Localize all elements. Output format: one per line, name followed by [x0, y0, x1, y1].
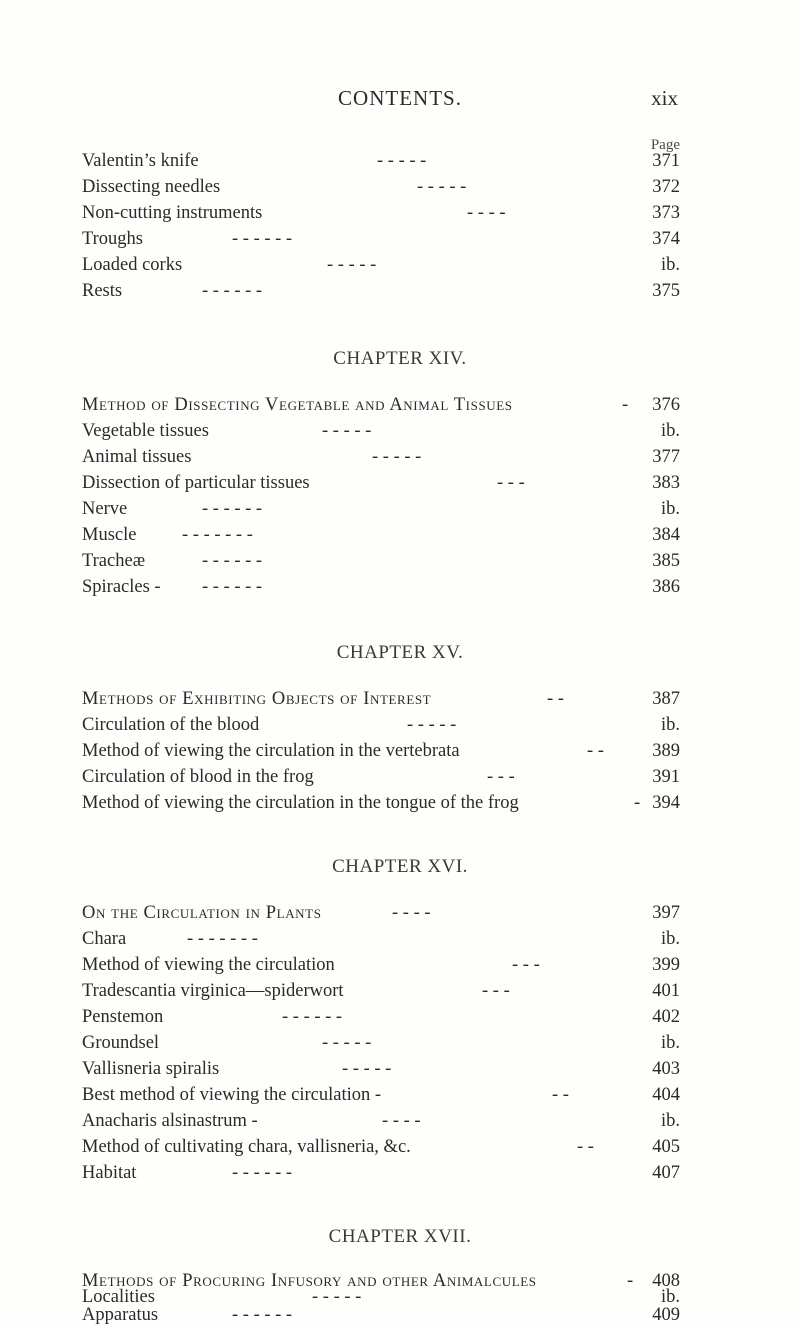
- toc-entry: [82, 522, 680, 548]
- entry-page: ib.: [660, 499, 680, 519]
- dot-leader: - - - - - -: [202, 499, 263, 519]
- entry-page: 374: [652, 229, 680, 249]
- entry-title: Dissection of particular tissues: [82, 473, 310, 493]
- section-title: Methods of Procuring Infusory and other Animalcules: [82, 1271, 537, 1291]
- entry-title: Muscle: [82, 525, 137, 545]
- dot-leader: - - -: [497, 473, 525, 493]
- entry-title: Vegetable tissues: [82, 421, 209, 441]
- section-title: Method of Dissecting Vegetable and Animal Tissues: [82, 395, 513, 415]
- dot-leader: - - - - -: [372, 447, 422, 467]
- entry-page: 397: [652, 903, 680, 923]
- entry-title: Dissecting needles: [82, 177, 221, 197]
- chapter-heading: CHAPTER XVI.: [332, 856, 468, 877]
- dot-leader: - -: [577, 1137, 594, 1157]
- toc-entry: [82, 548, 680, 574]
- dot-leader: -: [622, 395, 629, 415]
- toc-entry: [82, 226, 680, 252]
- entry-page: 387: [652, 689, 680, 709]
- toc-entry: [82, 496, 680, 522]
- section-entry: [82, 686, 680, 712]
- dot-leader: - - - -: [382, 1111, 421, 1131]
- entry-page: ib.: [660, 421, 680, 441]
- toc-entry: [82, 148, 680, 174]
- toc-entry: [82, 1082, 680, 1108]
- dot-leader: -: [634, 793, 641, 813]
- page-number: xix: [651, 86, 678, 110]
- dot-leader: - - - - - -: [232, 229, 293, 249]
- entry-page: ib.: [660, 1287, 680, 1307]
- chapter-heading: CHAPTER XVII.: [328, 1226, 472, 1247]
- dot-leader: - - - - -: [417, 177, 467, 197]
- entry-page: 391: [652, 767, 680, 787]
- dot-leader: - - - - -: [312, 1287, 362, 1307]
- dot-leader: - - - - - -: [202, 577, 263, 597]
- section-title: Methods of Exhibiting Objects of Interest: [82, 689, 432, 709]
- entry-page: 394: [652, 793, 680, 813]
- entry-page: 371: [652, 151, 680, 171]
- toc-entry: [82, 738, 680, 764]
- dot-leader: - - - - - -: [232, 1305, 293, 1325]
- toc-entry: [82, 1030, 680, 1056]
- dot-leader: - - - -: [392, 903, 431, 923]
- entry-page: 383: [652, 473, 680, 493]
- entry-title: Anacharis alsinastrum -: [82, 1111, 258, 1131]
- entry-page: 372: [652, 177, 680, 197]
- entry-title: Tradescantia virginica—spiderwort: [82, 981, 344, 1001]
- entry-title: Groundsel: [82, 1033, 160, 1053]
- toc-entry: [82, 1288, 680, 1306]
- entry-title: Circulation of blood in the frog: [82, 767, 314, 787]
- entry-page: 401: [652, 981, 680, 1001]
- entry-page: 376: [652, 395, 680, 415]
- entry-title: Method of viewing the circulation in the tongue of the frog: [82, 793, 519, 813]
- entry-page: 403: [652, 1059, 680, 1079]
- entry-title: Method of viewing the circulation in the vertebrata: [82, 741, 460, 761]
- entry-title: Penstemon: [82, 1007, 164, 1027]
- entry-title: Valentin’s knife: [82, 151, 199, 171]
- dot-leader: - - - - - -: [202, 551, 263, 571]
- entry-page: ib.: [660, 1033, 680, 1053]
- entry-page: 408: [652, 1271, 680, 1291]
- entry-page: 385: [652, 551, 680, 571]
- entry-title: Habitat: [82, 1163, 137, 1183]
- entry-page: 389: [652, 741, 680, 761]
- entry-page: 386: [652, 577, 680, 597]
- entry-page: 409: [652, 1305, 680, 1325]
- toc-entry: [82, 1108, 680, 1134]
- entry-title: Troughs: [82, 229, 144, 249]
- toc-entry: [82, 952, 680, 978]
- section-entry: [82, 392, 680, 418]
- toc-entry: [82, 1160, 680, 1186]
- toc-entry: [82, 1056, 680, 1082]
- toc-entry: [82, 926, 680, 952]
- dot-leader: - - - - -: [327, 255, 377, 275]
- toc-entry: [82, 978, 680, 1004]
- entry-page: 373: [652, 203, 680, 223]
- entry-page: ib.: [660, 255, 680, 275]
- toc-entry: [82, 764, 680, 790]
- dot-leader: - - -: [482, 981, 510, 1001]
- entry-page: 405: [652, 1137, 680, 1157]
- toc-entry: [82, 174, 680, 200]
- entry-title: Apparatus: [82, 1305, 159, 1325]
- entry-title: Vallisneria spiralis: [82, 1059, 220, 1079]
- dot-leader: - - - - - -: [232, 1163, 293, 1183]
- dot-leader: - - - - -: [342, 1059, 392, 1079]
- dot-leader: - -: [552, 1085, 569, 1105]
- entry-title: Nerve: [82, 499, 128, 519]
- toc-entry: [82, 470, 680, 496]
- entry-title: Method of cultivating chara, vallisneria, &c.: [82, 1137, 411, 1157]
- entry-page: 377: [652, 447, 680, 467]
- toc-entry: [82, 418, 680, 444]
- dot-leader: - - - - - - -: [187, 929, 258, 949]
- toc-entry: [82, 1306, 680, 1324]
- toc-entry: [82, 1134, 680, 1160]
- section-title: On the Circulation in Plants: [82, 903, 322, 923]
- dot-leader: - - - - -: [377, 151, 427, 171]
- toc-entry: [82, 574, 680, 600]
- dot-leader: - - - - - -: [282, 1007, 343, 1027]
- dot-leader: - - - -: [467, 203, 506, 223]
- entry-title: Localities: [82, 1287, 155, 1307]
- dot-leader: - - - - - - -: [182, 525, 253, 545]
- toc-entry: [82, 444, 680, 470]
- chapter-heading: CHAPTER XIV.: [333, 348, 467, 369]
- entry-page: 384: [652, 525, 680, 545]
- page-header: [0, 86, 800, 116]
- entry-title: Tracheæ: [82, 551, 146, 571]
- toc-entry: [82, 200, 680, 226]
- toc-entry: [82, 278, 680, 304]
- entry-page: 402: [652, 1007, 680, 1027]
- entry-title: Loaded corks: [82, 255, 183, 275]
- toc-entry: [82, 712, 680, 738]
- dot-leader: - - -: [512, 955, 540, 975]
- entry-page: ib.: [660, 715, 680, 735]
- page-column-label: Page: [650, 137, 680, 153]
- dot-leader: - - - - -: [322, 421, 372, 441]
- running-title: CONTENTS.: [338, 86, 462, 110]
- toc-entry: [82, 790, 680, 816]
- dot-leader: - -: [547, 689, 564, 709]
- entry-title: Animal tissues: [82, 447, 192, 467]
- dot-leader: -: [627, 1271, 634, 1291]
- entry-title: Best method of viewing the circulation -: [82, 1085, 382, 1105]
- dot-leader: - - -: [487, 767, 515, 787]
- entry-page: 375: [652, 281, 680, 301]
- entry-page: 404: [652, 1085, 680, 1105]
- entry-title: Circulation of the blood: [82, 715, 260, 735]
- entry-title: Method of viewing the circulation: [82, 955, 335, 975]
- entry-page: 407: [652, 1163, 680, 1183]
- chapter-heading: CHAPTER XV.: [336, 642, 464, 663]
- entry-title: Rests: [82, 281, 123, 301]
- entry-page: 399: [652, 955, 680, 975]
- dot-leader: - -: [587, 741, 604, 761]
- dot-leader: - - - - -: [322, 1033, 372, 1053]
- entry-title: Non-cutting instruments: [82, 203, 263, 223]
- entry-page: ib.: [660, 1111, 680, 1131]
- entry-page: ib.: [660, 929, 680, 949]
- section-entry: [82, 900, 680, 926]
- entry-title: Chara: [82, 929, 127, 949]
- dot-leader: - - - - -: [407, 715, 457, 735]
- toc-entry: [82, 252, 680, 278]
- dot-leader: - - - - - -: [202, 281, 263, 301]
- toc-entry: [82, 1004, 680, 1030]
- entry-title: Spiracles -: [82, 577, 161, 597]
